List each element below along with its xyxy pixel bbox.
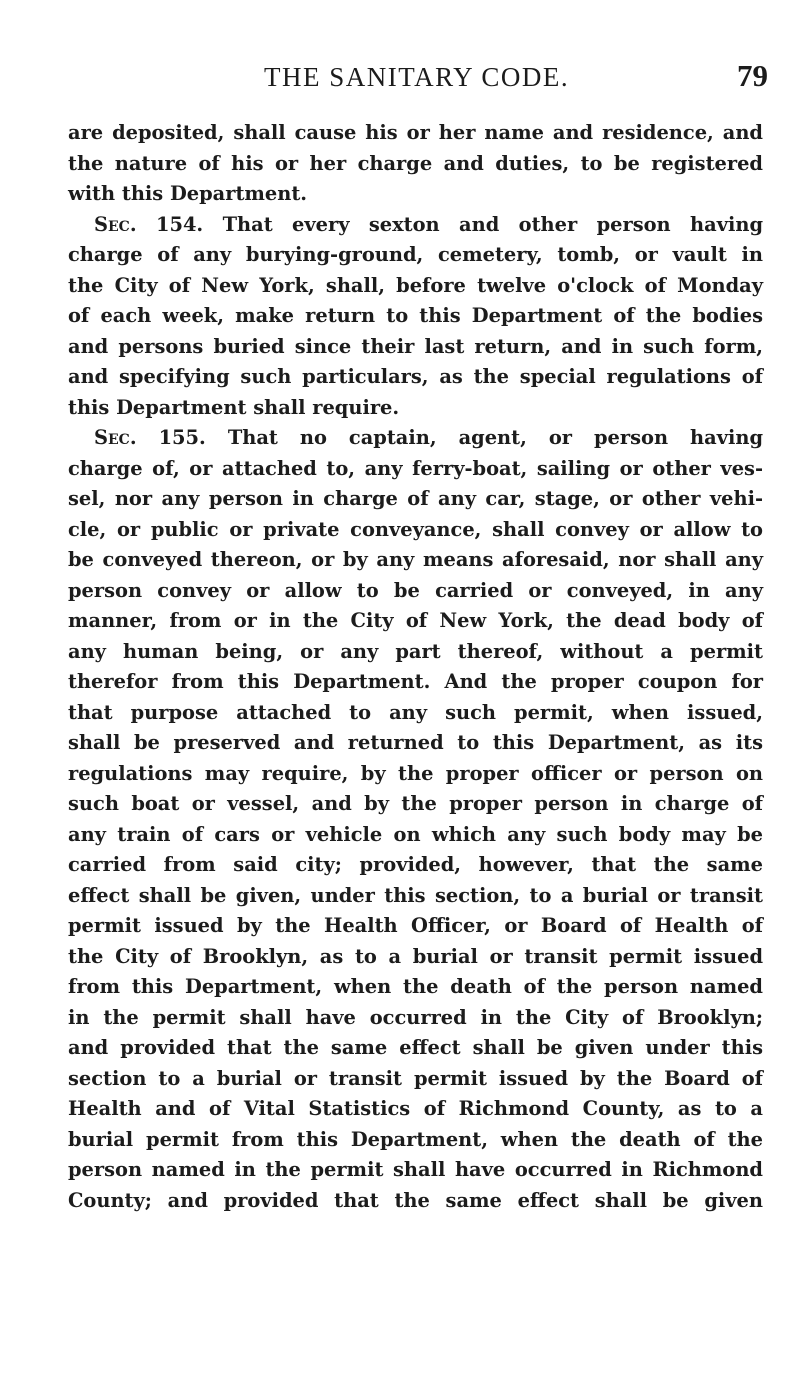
text-line: person convey or allow to be carried or conveyed, in any (68, 578, 763, 602)
section-label: Sec. 155. (94, 426, 206, 449)
text-line: regulations may require, by the proper officer or person on (68, 761, 763, 785)
text-line: any human being, or any part thereof, without a permit (68, 639, 763, 663)
text-line: from this Department, when the death of the person named (68, 975, 763, 998)
text-line-rest: That every sexton and other person having (203, 212, 764, 236)
text-line: of each week, make return to this Department of the bodies (68, 304, 763, 327)
text-line: carried from said city; provided, however, that the same (68, 853, 763, 876)
text-line: such boat or vessel, and by the proper person in charge of (68, 792, 763, 815)
text-line: be conveyed thereon, or by any means aforesaid, nor shall any (68, 548, 763, 571)
text-line: and specifying such particulars, as the special regulations of (68, 365, 763, 388)
text-line: Health and of Vital Statistics of Richmond County, as to a (68, 1097, 763, 1120)
text-line: County; and provided that the same effect shall be given (68, 1188, 763, 1212)
body-text (68, 118, 763, 1216)
running-title: THE SANITARY CODE. (264, 62, 570, 92)
text-line: burial permit from this Department, when the death of the (68, 1127, 763, 1151)
page-number: 79 (737, 58, 768, 93)
text-line (68, 210, 763, 241)
text-line: the City of New York, shall, before twelve o'clock of Monday (68, 273, 763, 297)
text-line: shall be preserved and returned to this Department, as its (68, 731, 763, 754)
running-head (68, 58, 768, 98)
paragraph-sec-155 (68, 423, 763, 1216)
paragraph-continuation (68, 118, 763, 210)
text-line: person named in the permit shall have occurred in Richmond (68, 1158, 763, 1181)
text-line-rest: That no captain, agent, or person having (205, 426, 764, 449)
section-label: Sec. 154. (94, 212, 204, 236)
text-line: this Department shall require. (68, 395, 400, 419)
text-line: that purpose attached to any such permit, when issued, (68, 700, 763, 724)
text-line: manner, from or in the City of New York, the dead body of (68, 609, 763, 632)
text-line: and provided that the same effect shall be given under this (68, 1036, 763, 1059)
text-line: and persons buried since their last return, and in such form, (68, 334, 763, 358)
text-line: charge of any burying-ground, cemetery, tomb, or vault in (68, 243, 763, 266)
text-line: sel, nor any person in charge of any car, stage, or other vehi- (68, 487, 763, 510)
text-line: any train of cars or vehicle on which any such body may be (68, 822, 763, 846)
text-line (68, 423, 763, 454)
text-line: are deposited, shall cause his or her name and residence, and (68, 121, 763, 144)
text-line: permit issued by the Health Officer, or Board of Health of (68, 914, 763, 937)
text-line: the nature of his or her charge and duties, to be registered (68, 151, 763, 175)
text-line: in the permit shall have occurred in the City of Brooklyn; (68, 1005, 763, 1029)
text-line: charge of, or attached to, any ferry-boat, sailing or other ves- (68, 456, 763, 480)
text-line: section to a burial or transit permit issued by the Board of (68, 1066, 763, 1090)
text-line: the City of Brooklyn, as to a burial or transit permit issued (68, 944, 763, 968)
text-line: cle, or public or private conveyance, shall convey or allow to (68, 517, 763, 541)
text-line: therefor from this Department. And the proper coupon for (68, 670, 763, 693)
text-line: with this Department. (68, 182, 308, 205)
paragraph-sec-154 (68, 210, 763, 424)
text-line: effect shall be given, under this section, to a burial or transit (68, 883, 763, 907)
